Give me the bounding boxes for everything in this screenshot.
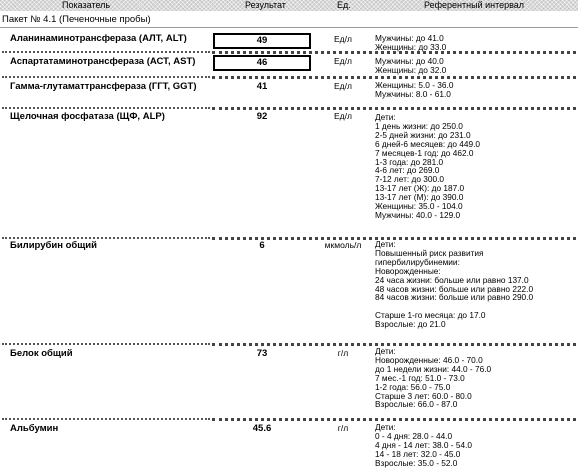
divider [0,27,578,28]
unit: г/л [337,348,349,358]
reference-interval: Дети: 0 - 4 дня: 28.0 - 44.0 4 дня - 14 лет: 38.0 - 54.0 14 - 18 лет: 32.0 - 45.0 Взрослые: 35.0 - 52.0 [375,422,473,468]
reference-interval: Женщины: 5.0 - 36.0 Мужчины: 8.0 - 61.0 [375,80,454,99]
test-name: Гамма-глутаматтрансфераза (ГГТ, GGT) [10,81,197,92]
result-value: 73 [256,348,268,359]
header-ref: Референтный интервал [424,0,525,10]
test-name: Аспартатаминотрансфераза (АСТ, AST) [10,56,196,67]
unit: мкмоль/л [324,240,362,250]
result-value: 45.6 [252,423,272,434]
reference-interval: Дети: Повышенный риск развития гипербилирубинемии: Новорожденные: 24 часа жизни: больше или равно 137.0 48 часов жизни: больше или равно 222.0 84 часов жизни: больше или равно 290.0 Старше 1-го месяца: до 17.0 Взрослые: до 21.0 [375,239,534,330]
header-name: Показатель [62,0,111,10]
result-value: 46 [213,55,311,71]
reference-interval: Мужчины: до 41.0 Женщины: до 33.0 [375,33,447,52]
result-value: 41 [256,81,268,92]
unit: Ед/л [334,34,352,44]
test-name: Билирубин общий [10,240,97,251]
unit: г/л [337,423,349,433]
reference-interval: Дети: Новорожденные: 46.0 - 70.0 до 1 недели жизни: 44.0 - 76.0 7 мес.-1 год: 51.0 - 73.0 1-2 года: 56.0 - 75.0 Старше 3 лет: 60.0 - 80.0 Взрослые: 66.0 - 87.0 [375,346,492,410]
header-unit: Ед. [337,0,351,10]
result-value: 6 [259,240,265,251]
result-value: 92 [256,111,268,122]
reference-interval: Дети: 1 день жизни: до 250.0 2-5 дней жизни: до 231.0 6 дней-6 месяцев: до 449.0 7 месяцев-1 год: до 462.0 1-3 года: до 281.0 4-6 лет: до 269.0 7-12 лет: до 300.0 13-17 лет (Ж): до 187.0 13-17 лет (М): до 390.0 Женщины: 35.0 - 104.0 Мужчины: 40.0 - 129.0 [375,112,481,220]
test-name: Белок общий [10,348,73,359]
header-result: Результат [245,0,286,10]
unit: Ед/л [334,81,352,91]
test-name: Щелочная фосфатаза (ЩФ, ALP) [10,111,165,122]
result-value: 49 [213,33,311,49]
test-name: Альбумин [10,423,59,434]
unit: Ед/л [334,56,352,66]
unit: Ед/л [334,111,352,121]
table-header [0,0,578,11]
test-name: Аланинаминотрансфераза (АЛТ, ALT) [10,33,187,44]
package-title: Пакет № 4.1 (Печеночные пробы) [2,14,151,25]
reference-interval: Мужчины: до 40.0 Женщины: до 32.0 [375,56,447,75]
